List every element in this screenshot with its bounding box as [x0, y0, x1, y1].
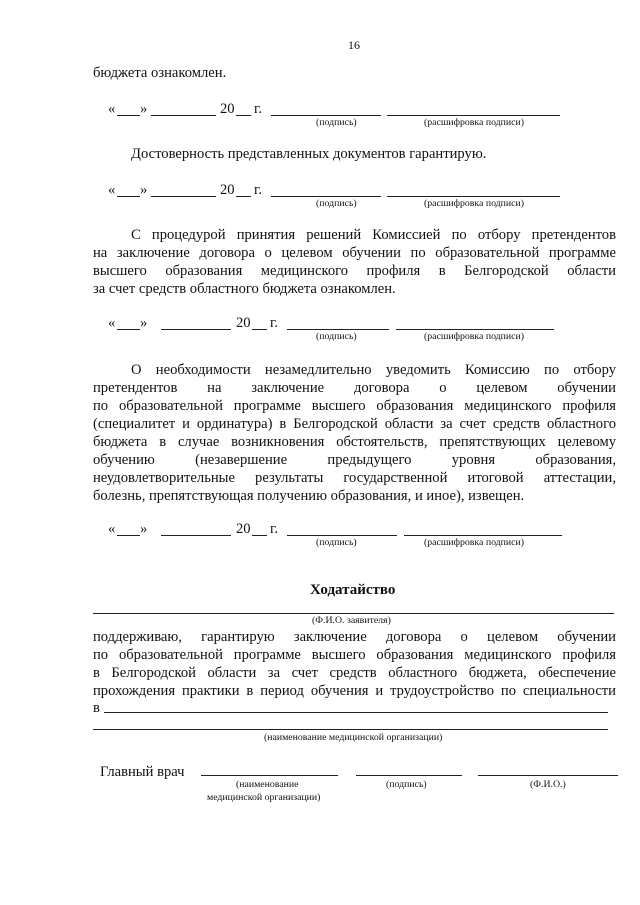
date-open-quote: «: [108, 315, 116, 331]
year-suffix: г.: [270, 521, 278, 537]
decoding-caption: (расшифровка подписи): [424, 331, 525, 342]
signature-field: [287, 329, 389, 330]
decoding-caption: (расшифровка подписи): [424, 198, 525, 209]
paragraph-line: в Белгородской области за счет средств областного бюджета, обеспечение: [93, 665, 616, 681]
signature-caption: (подпись): [316, 331, 357, 342]
month-field: [151, 115, 216, 116]
petition-title: Ходатайство: [310, 582, 396, 598]
month-field: [161, 329, 231, 330]
date-close-quote: »: [140, 521, 148, 537]
petition-in-label: в: [93, 700, 100, 716]
paragraph-line: высшего образования медицинского профиля в Белгородской области: [93, 263, 616, 279]
paragraph-line: за счет средств областного бюджета ознакомлен.: [93, 281, 396, 297]
paragraph-line: С процедурой принятия решений Комиссией по отбору претендентов: [131, 227, 616, 243]
decoding-caption: (расшифровка подписи): [424, 117, 525, 128]
signature-caption: (подпись): [316, 198, 357, 209]
date-close-quote: »: [140, 101, 148, 117]
day-field: [117, 535, 140, 536]
year-prefix: 20: [220, 182, 235, 198]
applicant-fio-caption: (Ф.И.О. заявителя): [312, 615, 391, 626]
date-open-quote: «: [108, 101, 116, 117]
signature-field: [287, 535, 397, 536]
med-org-caption: (наименование медицинской организации): [264, 732, 443, 743]
decoding-field: [387, 115, 560, 116]
decoding-field: [396, 329, 554, 330]
intro-line: бюджета ознакомлен.: [93, 65, 227, 81]
date-close-quote: »: [140, 182, 148, 198]
decoding-caption: (расшифровка подписи): [424, 537, 525, 548]
day-field: [117, 115, 140, 116]
paragraph-line: поддерживаю, гарантирую заключение договора о целевом обучении: [93, 629, 616, 645]
year-field: [236, 115, 251, 116]
chief-doctor-label: Главный врач: [100, 764, 185, 780]
paragraph-line: О необходимости незамедлительно уведомить Комиссию по отбору: [131, 362, 616, 378]
paragraph-line: претендентов на заключение договора о целевом обучении: [93, 380, 616, 396]
paragraph-line: по образовательной программе высшего образования медицинского профиля: [93, 647, 616, 663]
chief-signature-caption: (подпись): [386, 779, 427, 790]
paragraph-line: обучению (незавершение предыдущего уровня образования,: [93, 452, 616, 468]
paragraph-line: неудовлетворительные результаты государственной итоговой аттестации,: [93, 470, 616, 486]
year-suffix: г.: [270, 315, 278, 331]
month-field: [161, 535, 231, 536]
day-field: [117, 196, 140, 197]
date-close-quote: »: [140, 315, 148, 331]
org-name-caption-2: медицинской организации): [207, 792, 321, 803]
paragraph-line: по образовательной программе высшего образования медицинского профиля: [93, 398, 616, 414]
date-open-quote: «: [108, 182, 116, 198]
signature-caption: (подпись): [316, 117, 357, 128]
year-prefix: 20: [236, 521, 251, 537]
date-open-quote: «: [108, 521, 116, 537]
med-org-field: [104, 712, 608, 713]
signature-caption: (подпись): [316, 537, 357, 548]
year-field: [252, 535, 267, 536]
paragraph-line: на заключение договора о целевом обучении по образовательной программе: [93, 245, 616, 261]
applicant-fio-field: [93, 613, 614, 614]
chief-signature-field: [356, 775, 462, 776]
decoding-field: [404, 535, 562, 536]
page-number: 16: [348, 38, 360, 52]
chief-org-field: [201, 775, 338, 776]
year-field: [252, 329, 267, 330]
org-name-caption: (наименование: [236, 779, 299, 790]
month-field: [151, 196, 216, 197]
decoding-field: [387, 196, 560, 197]
chief-fio-caption: (Ф.И.О.): [530, 779, 566, 790]
guarantee-text: Достоверность представленных документов гарантирую.: [131, 146, 487, 162]
med-org-field-2: [93, 729, 608, 730]
signature-field: [271, 115, 381, 116]
year-prefix: 20: [236, 315, 251, 331]
paragraph-line: болезнь, препятствующая получению образования, и иное), извещен.: [93, 488, 525, 504]
signature-field: [271, 196, 381, 197]
paragraph-line: (специалитет и ординатура) в Белгородской области за счет средств областного: [93, 416, 616, 432]
day-field: [117, 329, 140, 330]
year-suffix: г.: [254, 101, 262, 117]
paragraph-line: прохождения практики в период обучения и трудоустройство по специальности: [93, 683, 616, 699]
year-prefix: 20: [220, 101, 235, 117]
year-suffix: г.: [254, 182, 262, 198]
year-field: [236, 196, 251, 197]
paragraph-line: бюджета в случае возникновения обстоятельств, препятствующих целевому: [93, 434, 616, 450]
chief-fio-field: [478, 775, 618, 776]
